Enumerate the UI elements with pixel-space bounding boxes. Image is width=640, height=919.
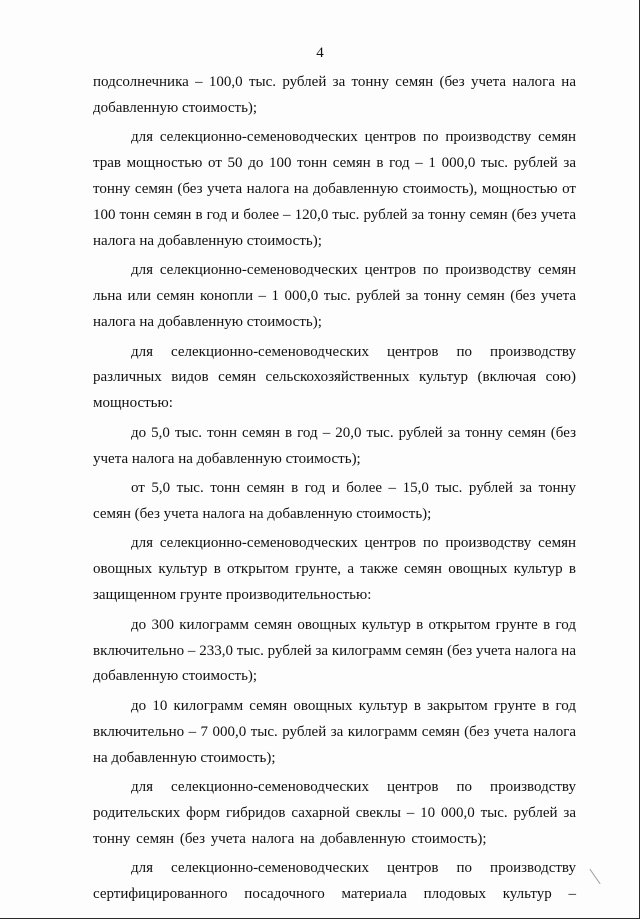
paragraph-vegetable-seed-centers: для селекционно-семеноводческих центров по производству семян овощных культур в открытом грунте, а также семян овощных культур в защищенном грунте производительностью: xyxy=(93,535,576,604)
paragraph-sunflower-subsidy: подсолнечника – 100,0 тыс. рублей за тонну семян (без учета налога на добавленную стоимость); xyxy=(93,74,576,116)
paragraph-various-crops-centers: для селекционно-семеноводческих центров по производству различных видов семян сельскохозяйственных культур (включая сою) мощностью: xyxy=(93,343,576,412)
page-number: 4 xyxy=(316,45,324,61)
paragraph-flax-hemp-centers: для селекционно-семеноводческих центров по производству семян льна или семян конопли – 1 000,0 тыс. рублей за тонну семян (без учета налога на добавленную стоимость); xyxy=(93,262,576,331)
paragraph-open-ground-300-kg: до 300 килограмм семян овощных культур в открытом грунте в год включительно – 233,0 тыс. рублей за килограмм семян (без учета налога на добавленную стоимость); xyxy=(93,616,576,685)
document-body xyxy=(93,70,576,912)
paragraph-fruit-planting-material: для селекционно-семеноводческих центров по производству сертифицированного посадочного материала плодовых культур – xyxy=(93,860,576,903)
paragraph-up-to-5-thousand-tonnes: до 5,0 тыс. тонн семян в год – 20,0 тыс. рублей за тонну семян (без учета налога на добавленную стоимость); xyxy=(93,424,576,467)
scan-artifact-mark xyxy=(589,869,600,884)
paragraph-from-5-thousand-tonnes: от 5,0 тыс. тонн семян в год и более – 15,0 тыс. рублей за тонну семян (без учета налога на добавленную стоимость); xyxy=(93,480,576,522)
paragraph-grass-seed-centers: для селекционно-семеноводческих центров по производству семян трав мощностью от 50 до 100 тонн семян в год – 1 000,0 тыс. рублей за тонну семян (без учета налога на добавленную стоимость), мощностью от 100 тонн семян в год и более – 120,0 тыс. рублей за тонну семян (без учета налога на добавленную стоимость); xyxy=(93,129,576,249)
paragraph-closed-ground-10-kg: до 10 килограмм семян овощных культур в закрытом грунте в год включительно – 7 000,0 тыс. рублей за килограмм семян (без учета налога на добавленную стоимость); xyxy=(93,697,576,766)
paragraph-sugar-beet-hybrids: для селекционно-семеноводческих центров по производству родительских форм гибридов сахарной свеклы – 10 000,0 тыс. рублей за тонну семян (без учета налога на добавленную стоимость); xyxy=(93,779,576,847)
